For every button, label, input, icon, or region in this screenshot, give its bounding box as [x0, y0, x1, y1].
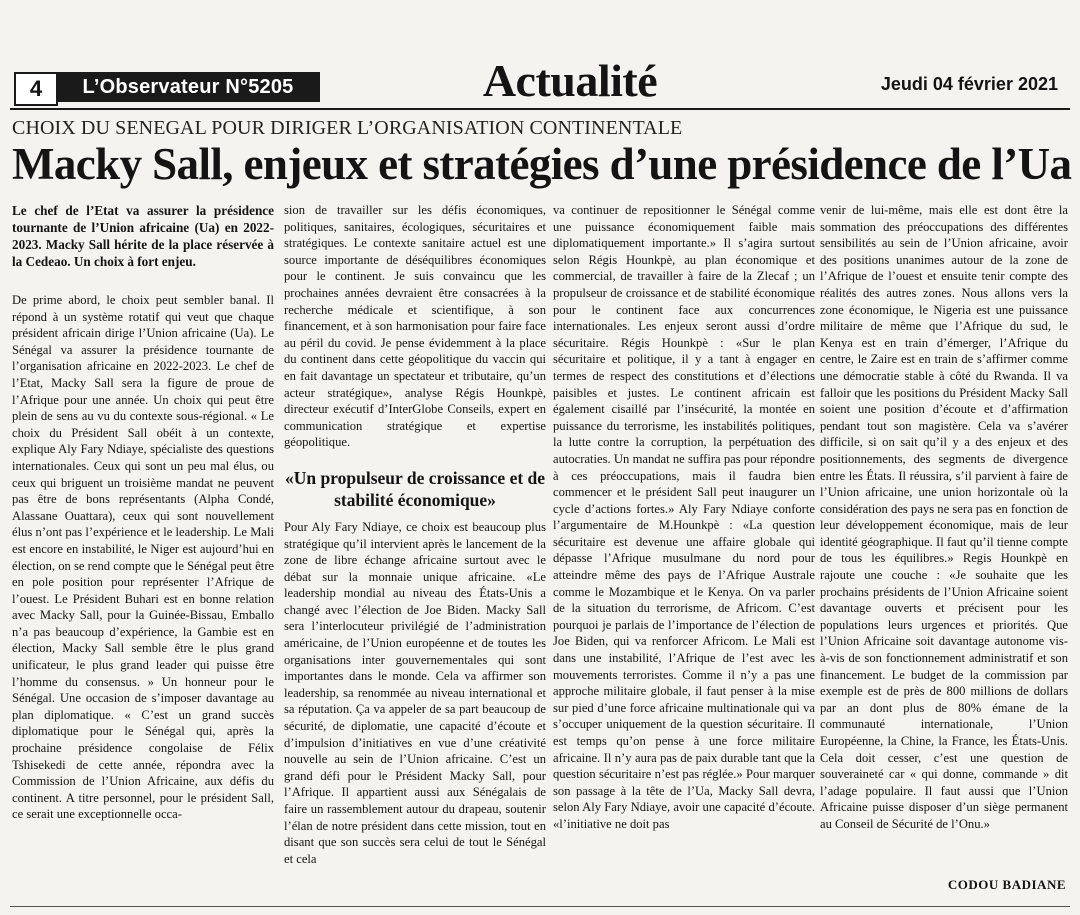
- article-column-4: [820, 202, 1068, 833]
- column-3-text: va continuer de repositionner le Sénégal comme une puissance économiquement faible mais diplomatiquement importante.» Il s’agira surtout selon Régis Hounkpè, au plan économique et commercial, de travailler à faire de la Zlecaf ; un propulseur de croissance et de stabilité économique pour le continent face aux concurrences internationales. Les enjeux seront aussi d’ordre sécuritaire. Régis Hounkpè : «Sur le plan sécuritaire et politique, il y a tant à engager en termes de respect des constitutions et d’élections paisibles et justes. Le continent africain est également cisaillé par l’insécurité, la montée en puissance du terrorisme, les instabilités politiques, la lutte contre la corruption, la perpétuation des autocraties. Un mandat ne suffira pas pour répondre à ces préoccupations, mais il faudra bien commencer et le président Sall peut inaugurer un cycle d’actions fortes.» Aly Fary Ndiaye conforte l’argumentaire de M.Hounkpè : «La question sécuritaire est devenue une affaire globale qui dépasse l’Afrique musulmane du nord pour atteindre même des pays de l’Afrique Australe comme le Mozambique et le Kenya. On va parler de la situation du terrorisme, de Africom. C’est pourquoi je parlais de l’importance de l’élection de Joe Biden, qui va renforcer Africom. Le Mali est dans une instabilité, l’Afrique de l’est avec les mouvements terroristes. Comme il n’y a pas une approche militaire globale, il faut penser à la mise sur pied d’une force africaine multinationale qui va s’occuper uniquement de la question sécuritaire. Il est temps qu’on pense à une force militaire africaine. Il n’y aura pas de paix durable tant que la question sécuritaire n’est pas réglée.» Pour marquer son passage à la tête de l’Ua, Macky Sall devra, selon Aly Fary Ndiaye, avoir une capacité d’écoute. «l’initiative ne doit pas: [553, 203, 815, 831]
- article-headline: Macky Sall, enjeux et stratégies d’une présidence de l’Ua: [12, 139, 1072, 189]
- page-number: 4: [14, 72, 58, 106]
- section-title: Actualité: [482, 55, 658, 106]
- column-2-text-b: Pour Aly Fary Ndiaye, ce choix est beaucoup plus stratégique qu’il intervient après le lancement de la zone de libre échange africaine surtout avec le débat sur la monnaie unique africaine. «Le leadership mondial au niveau des États-Unis a changé avec l’élection de Joe Biden. Macky Sall sera l’interlocuteur privilégié de l’administration américaine, de l’Union européenne et de toutes les organisations inter gouvernementales qui sont importantes dans le monde. Cela va affirmer son leadership, sa renommée au niveau international et sa réputation. Ça va appeler de sa part beaucoup de sécurité, de diplomatie, une capacité d’écoute et d’impulsion d’initiatives en vue d’une créativité nouvelle au sein de l’Union africaine. C’est un grand défi pour le Président Macky Sall, pour l’Afrique. Il appartient aussi aux Sénégalais de faire un rassemblement autour du drapeau, soutenir l’élan de notre président dans cette mission, tout en disant que son succès sera celui de tout le Sénégal et cela: [284, 519, 546, 866]
- article-column-3: [553, 202, 815, 833]
- article-kicker: CHOIX DU SENEGAL POUR DIRIGER L’ORGANISATION CONTINENTALE: [12, 117, 683, 139]
- column-1-text: De prime abord, le choix peut sembler banal. Il répond à un système rotatif qui veut que chaque président africain dirige l’Union africaine (Ua). Le Sénégal va assurer la présidence tournante de l’organisation africaine en 2022-2023. Le chef de l’Etat, Macky Sall sera la figure de proue de l’Afrique pour une année. Un choix qui peut être plein de sens au vu du contexte sous-régional. « Le choix du Président Sall obéit à un contexte, explique Aly Fary Ndiaye, spécialiste des questions internationales. Ceux qui sont un peu mal élus, ou ceux qui briguent un troisième mandat ne peuvent pas être de bons représentants (Alpha Condé, Alassane Ouattara), ceux qui sont nouvellement élus n’ont pas l’expérience et le leadership. Le Mali est encore en instabilité, le Niger est aujourd’hui en élection, on se rend compte que le Sénégal peut être en pole position pour représenter l’Afrique de l’ouest. Le Président Buhari est en bonne relation avec Macky Sall, pour la Guinée-Bissau, Emballo n’a pas beaucoup d’expérience, la Gambie est en élection, Macky Sall semble être le plus grand unificateur, le plus grand leader qui puisse être l’homme du consensus. » Un honneur pour le Sénégal. Une occasion de s’imposer davantage au plan diplomatique. « C’est un grand succès diplomatique pour le Sénégal qui, après la prochaine présidence congolaise de Félix Tshisekedi de cette année, répondra avec la Commission de l’Union Africaine, aux défis du continent. A titre personnel, pour le président Sall, ce serait une exceptionnelle occa-: [12, 293, 274, 822]
- article-column-1: [12, 202, 274, 823]
- article-lead: Le chef de l’Etat va assurer la présidence tournante de l’Union africaine (Ua) en 2022-2023. Macky Sall hérite de la place réservée à la Cedeao. Un choix à fort enjeu.: [12, 203, 274, 269]
- masthead: [10, 55, 1070, 108]
- masthead-rule: [10, 108, 1070, 110]
- article-subhead: «Un propulseur de croissance et de stabilité économique»: [284, 467, 546, 510]
- article-column-2: [284, 202, 546, 867]
- issue-date: Jeudi 04 février 2021: [880, 74, 1058, 94]
- article-byline: CODOU BADIANE: [947, 877, 1066, 892]
- column-4-text: venir de lui-même, mais elle est dont être la sommation des préoccupations des différentes sensibilités au sein de l’Union africaine, avoir des positions unanimes autour de la zone de l’Afrique de l’ouest et ensuite tenir compte des réalités des autres zones. Nous allons vers la zone économique, le Nigeria est une puissance militaire de même que l’Afrique du sud, le Kenya est en train d’émerger, l’Afrique du centre, le Zaire est en train de s’affirmer comme une démocratie stable à côté du Rwanda. Il va falloir que les positions du Président Macky Sall soient une position d’écoute et d’affirmation pendant tout son magistère. Cela va s’avérer difficile, si on sait qu’il y a des enjeux et des positionnements, des segments de divergence entre les États. Il réussira, s’il parvient à faire de l’Union africaine, une union horizontale où la considération des pays ne sera pas en fonction de leur développement économique, mais de leur identité géographique. Il faut qu’il tienne compte de tous les équilibres.» Regis Hounkpè en rajoute une couche : «Je souhaite que les prochains présidents de l’Union Africaine soient davantage ouverts et précisent pour les populations leurs urgences et priorités. Que l’Union Africaine soit davantage autonome vis-à-vis de son fonctionnement administratif et son financement. Le budget de la commission par exemple est de près de 800 millions de dollars par an dont plus de 80% émane de la communauté internationale, l’Union Européenne, la Chine, la France, les États-Unis. Cela doit cesser, c’est une question de souveraineté car « qui donne, commande » dit l’adage populaire. Il faut aussi que l’Union Africaine puisse disposer d’un siège permanent au Conseil de Sécurité de l’Onu.»: [820, 203, 1068, 831]
- column-2-text-a: sion de travailler sur les défis économiques, politiques, sanitaires, écologiques, sécuritaires et stratégiques. Le contexte sanitaire actuel est une source importante de déséquilibres économiques pour le continent. Je suis convaincu que les prochaines années devraient être consacrées à la recherche médicale et scientifique, à son financement, et à son harmonisation pour faire face au péril du covid. Je pense évidemment à la place du continent dans cette géopolitique du vaccin qui en fait davantage un spectateur et tributaire, qu’un acteur stratégique», analyse Régis Hounkpè, directeur exécutif d’InterGlobe Conseils, expert en communication stratégique et expertise géopolitique.: [284, 203, 546, 450]
- newspaper-name: L’Observateur N°5205: [56, 72, 320, 102]
- footer-rule: [10, 906, 1070, 907]
